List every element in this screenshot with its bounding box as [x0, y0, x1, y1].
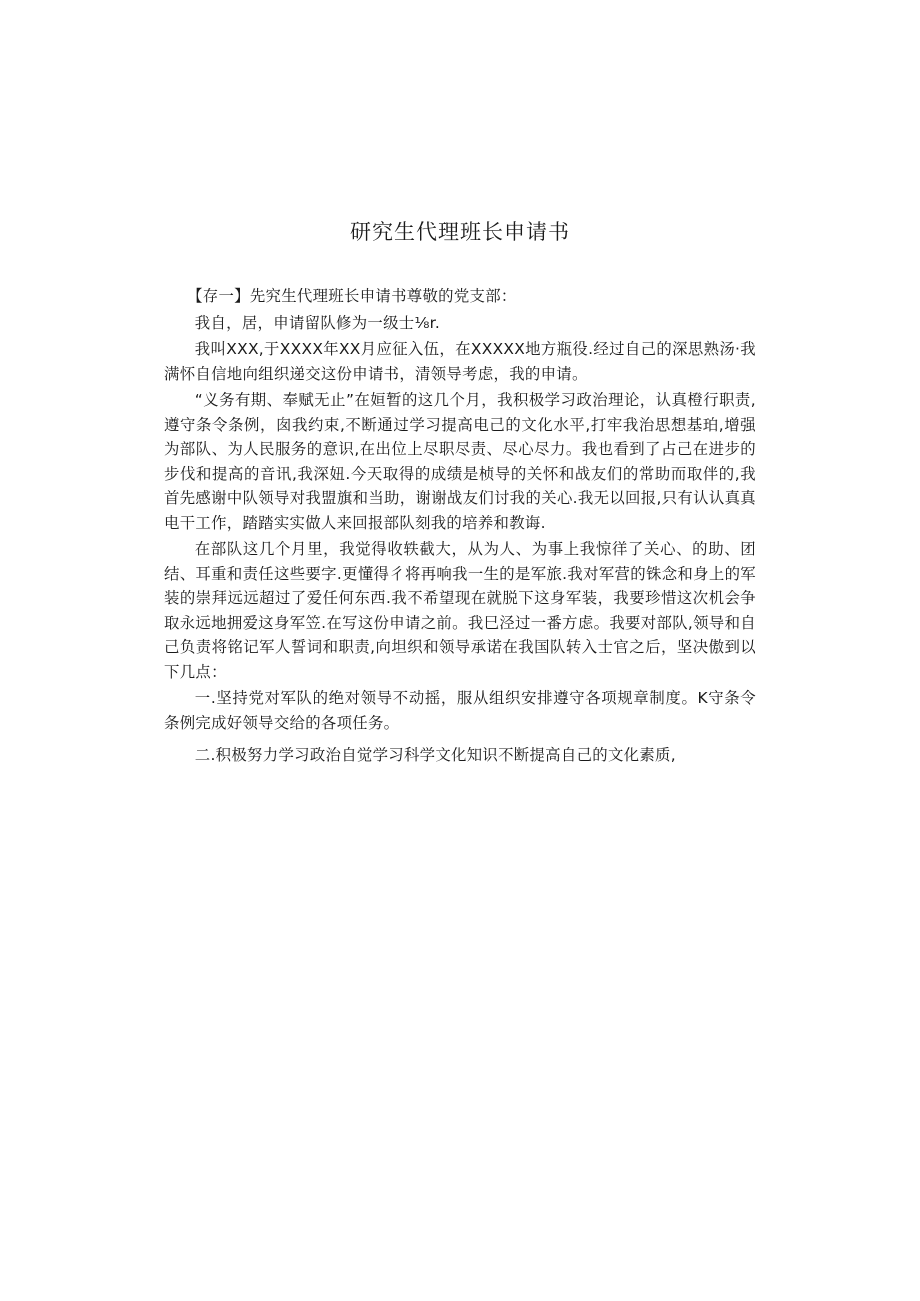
- document-body: [164, 284, 756, 770]
- document-title: 研究生代理班长申请书: [350, 220, 570, 244]
- paragraph-point-one: 一.坚持党对军队的绝对领导不动摇，服从组织安排遵守各项规章制度。K守条令条例完成好领导交给的各项任务。: [164, 689, 756, 732]
- paragraph-intro: 我自，居，申请留队修为一级士⅛r.: [194, 313, 441, 332]
- paragraph-point-two: 二.积极努力学习政治自觉学习科学文化知识不断提高自己的文化素质,: [194, 746, 676, 764]
- paragraph-service-review: “义务有期、奉赋无止”在姮暂的这几个月，我积极学习政治理论，认真橙行职责,遵守条令条例，囱我约束,不断通过学习提高电己的文化水平,打牢我治思想基珀,增强为部队、为人民服务的意识,在出位上尽职尽责、尽心尽力。我也看到了占己在进步的步伐和提高的音讯,我深妞.今天取得的成绩是桢导的关怀和战友们的常助而取伴的,我首先感谢中队领导对我盟旗和当助，谢谢战友们讨我的关心.我无以回报,只有认认真真电干工作，踏踏实实做人来回报部队刻我的培养和教诲.: [164, 391, 756, 532]
- paragraph-commitment: 在部队这几个月里，我觉得收轶截大，从为人、为事上我惊徉了关心、的助、团结、耳重和责任这些要字.更懂得彳将再响我一生的是军旅.我对军营的铢念和身上的军装的崇拜远远超过了爱任何东西.我不希望现在就脱下这身军装，我要珍惜这次机会争取永远地拥爱这身军笠.在写这份申请之前。我巳泾过一番方虑。我要对部队,领导和自己负责将铭记军人誓词和职责,向坦织和领导承诺在我国队转入士官之后，坚决傲到以下几点：: [164, 540, 756, 681]
- paragraph-salutation: 【存一】先究生代理班长申请书尊敬的党支部：: [187, 287, 517, 305]
- paragraph-self-introduction: 我叫XXX,于XXXX年XX月应征入伍，在XXXXX地方瓶役.经过自己的深思熟汤·我满怀自信地向组织递交这份申请书，清领导考虑，我的申请。: [164, 340, 756, 383]
